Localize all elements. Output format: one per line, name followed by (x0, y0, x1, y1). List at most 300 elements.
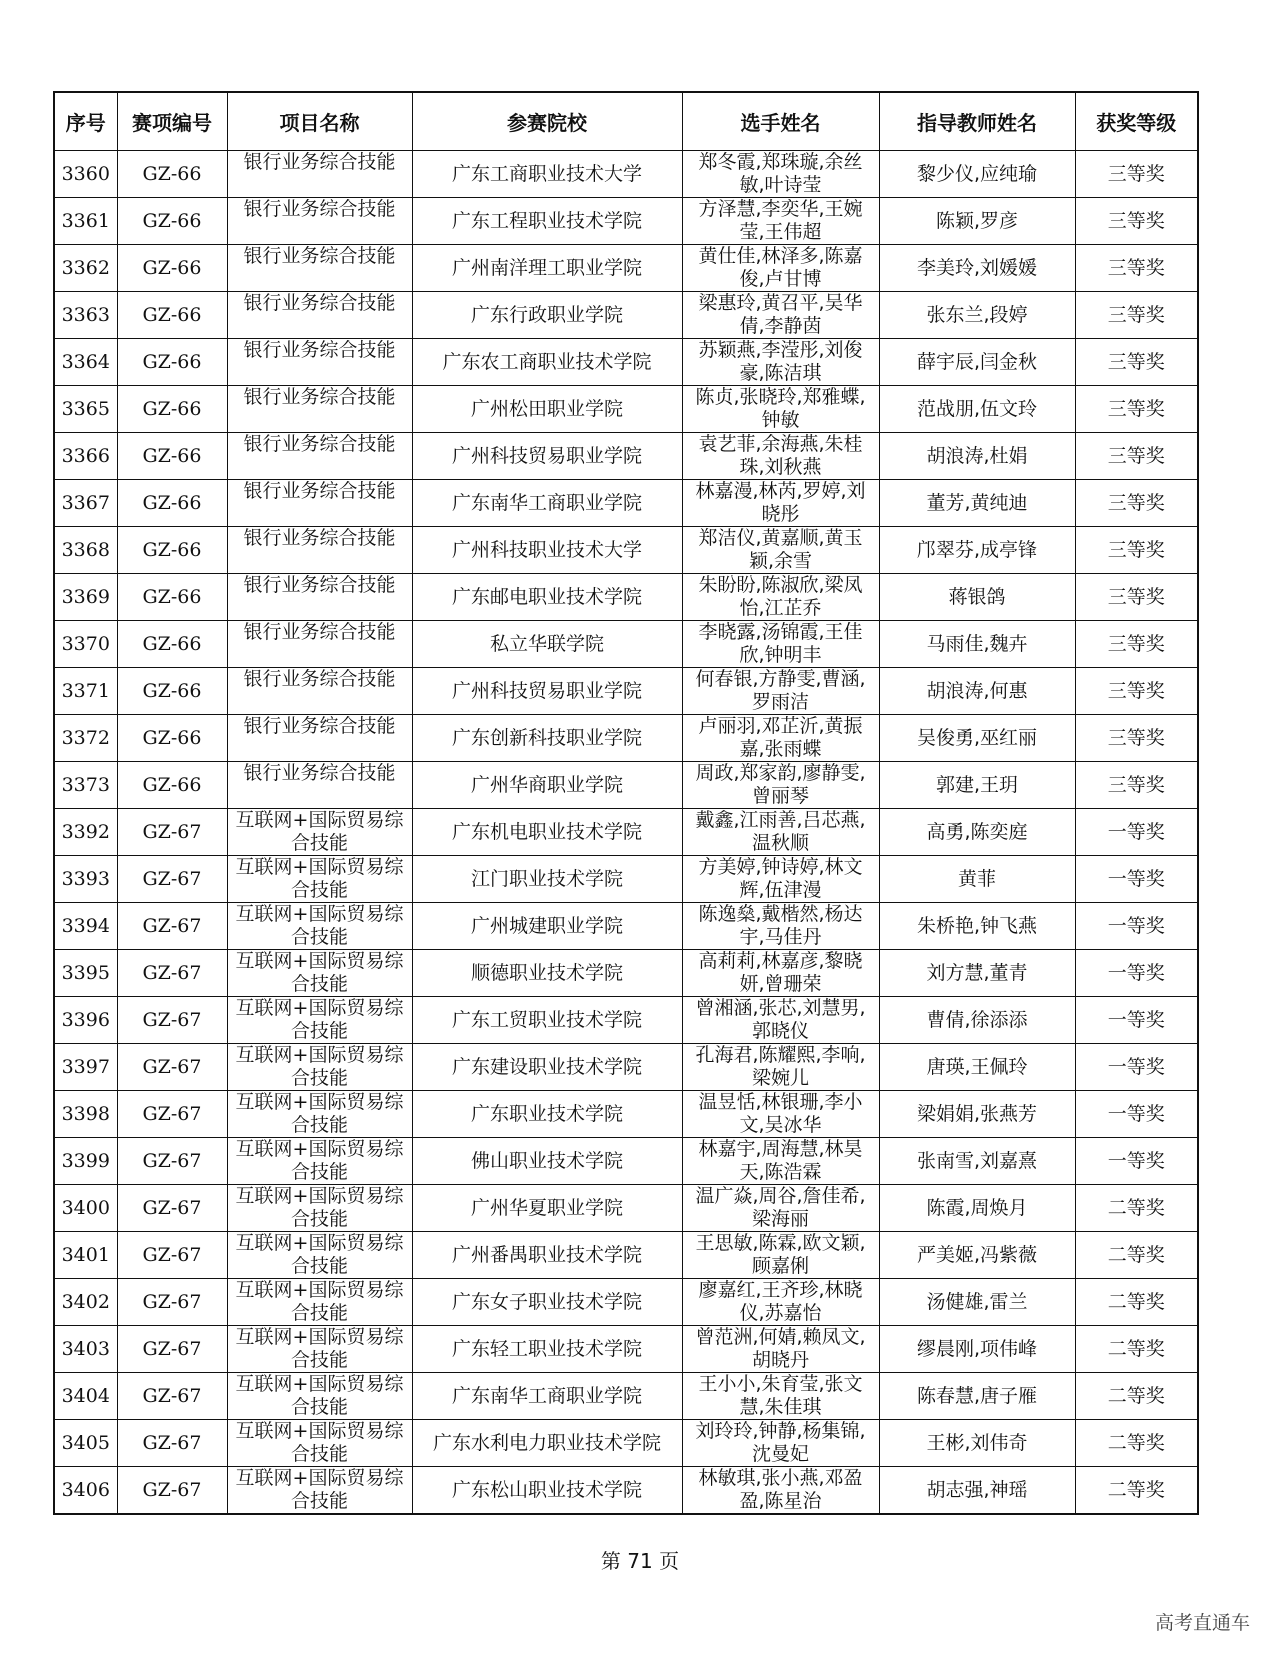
cell-students (682, 668, 879, 715)
cell-project-name (227, 1232, 412, 1279)
cell-teachers: 曹倩,徐添添 (879, 997, 1075, 1044)
cell-award-level: 一等奖 (1075, 809, 1198, 856)
cell-students-text: 方美婷,钟诗婷,林文辉,伍津漫 (698, 856, 863, 901)
cell-event-code: GZ-67 (117, 1467, 227, 1515)
cell-students (682, 527, 879, 574)
cell-event-code: GZ-67 (117, 1326, 227, 1373)
cell-students-text: 周政,郑家韵,廖静雯,曾丽琴 (695, 762, 866, 807)
cell-event-code: GZ-67 (117, 1138, 227, 1185)
cell-award-level: 一等奖 (1075, 1091, 1198, 1138)
table-row (54, 1420, 1198, 1467)
cell-students (682, 762, 879, 809)
cell-award-level: 三等奖 (1075, 386, 1198, 433)
cell-teachers: 汤健雄,雷兰 (879, 1279, 1075, 1326)
cell-award-level: 一等奖 (1075, 997, 1198, 1044)
cell-award-level: 三等奖 (1075, 480, 1198, 527)
cell-award-level: 二等奖 (1075, 1185, 1198, 1232)
cell-students (682, 809, 879, 856)
cell-school: 广州科技贸易职业学院 (412, 668, 682, 715)
cell-event-code: GZ-67 (117, 1044, 227, 1091)
cell-project-name-text: 互联网+国际贸易综合技能 (235, 1373, 404, 1418)
cell-project-name-text: 银行业务综合技能 (243, 292, 396, 314)
cell-award-level: 二等奖 (1075, 1467, 1198, 1515)
cell-school: 广东工程职业技术学院 (412, 198, 682, 245)
cell-project-name-text: 互联网+国际贸易综合技能 (235, 1044, 404, 1089)
cell-students (682, 1373, 879, 1420)
cell-project-name (227, 574, 412, 621)
watermark: 高考直通车 (1154, 1612, 1250, 1634)
cell-students (682, 198, 879, 245)
awards-table (53, 91, 1199, 1515)
cell-teachers: 李美玲,刘媛媛 (879, 245, 1075, 292)
cell-event-code: GZ-66 (117, 151, 227, 198)
cell-students-text: 方泽慧,李奕华,王婉莹,王伟超 (698, 198, 863, 243)
cell-teachers: 朱桥艳,钟飞燕 (879, 903, 1075, 950)
cell-school: 广东松山职业技术学院 (412, 1467, 682, 1515)
cell-school: 广州华夏职业学院 (412, 1185, 682, 1232)
cell-teachers: 吴俊勇,巫红丽 (879, 715, 1075, 762)
cell-students (682, 574, 879, 621)
cell-students-text: 孔海君,陈耀熙,李响,梁婉儿 (695, 1044, 866, 1089)
cell-project-name (227, 386, 412, 433)
table-row (54, 809, 1198, 856)
cell-project-name (227, 1044, 412, 1091)
table-row (54, 903, 1198, 950)
cell-award-level: 三等奖 (1075, 433, 1198, 480)
cell-event-code: GZ-66 (117, 386, 227, 433)
cell-students-text: 郑洁仪,黄嘉顺,黄玉颖,余雪 (698, 527, 863, 572)
cell-school: 广东工贸职业技术学院 (412, 997, 682, 1044)
cell-school: 广东南华工商职业学院 (412, 480, 682, 527)
cell-index: 3362 (54, 245, 117, 292)
cell-teachers: 胡浪涛,何惠 (879, 668, 1075, 715)
cell-event-code: GZ-66 (117, 198, 227, 245)
cell-students (682, 950, 879, 997)
cell-students-text: 廖嘉红,王齐珍,林晓仪,苏嘉怡 (698, 1279, 863, 1324)
header-teachers: 指导教师姓名 (879, 92, 1075, 151)
cell-teachers: 邝翠芬,成亭锋 (879, 527, 1075, 574)
table-row (54, 1232, 1198, 1279)
cell-index: 3395 (54, 950, 117, 997)
cell-index: 3403 (54, 1326, 117, 1373)
cell-school: 私立华联学院 (412, 621, 682, 668)
cell-teachers: 蒋银鸽 (879, 574, 1075, 621)
cell-students (682, 1467, 879, 1515)
cell-students (682, 1091, 879, 1138)
cell-students (682, 621, 879, 668)
cell-school: 广州华商职业学院 (412, 762, 682, 809)
cell-project-name (227, 997, 412, 1044)
cell-teachers: 黎少仪,应纯瑜 (879, 151, 1075, 198)
cell-event-code: GZ-66 (117, 433, 227, 480)
table-row (54, 1091, 1198, 1138)
cell-students (682, 1185, 879, 1232)
cell-award-level: 二等奖 (1075, 1326, 1198, 1373)
cell-students (682, 480, 879, 527)
table-row (54, 292, 1198, 339)
cell-students-text: 陈贞,张晓玲,郑雅蝶,钟敏 (695, 386, 866, 431)
cell-students-text: 袁艺菲,余海燕,朱桂珠,刘秋燕 (698, 433, 863, 478)
cell-award-level: 一等奖 (1075, 950, 1198, 997)
table-row (54, 198, 1198, 245)
table-row (54, 1279, 1198, 1326)
cell-project-name (227, 1091, 412, 1138)
page-number: 第 71 页 (600, 1549, 680, 1573)
cell-project-name (227, 950, 412, 997)
cell-project-name-text: 互联网+国际贸易综合技能 (235, 1326, 404, 1371)
cell-project-name (227, 762, 412, 809)
cell-school: 广州科技职业技术大学 (412, 527, 682, 574)
cell-students (682, 386, 879, 433)
cell-project-name (227, 198, 412, 245)
cell-students-text: 曾范洲,何婧,赖凤文,胡晓丹 (695, 1326, 866, 1371)
cell-students-text: 林嘉漫,林芮,罗婷,刘晓彤 (695, 480, 866, 525)
cell-project-name (227, 292, 412, 339)
cell-project-name-text: 银行业务综合技能 (243, 339, 396, 361)
cell-project-name-text: 银行业务综合技能 (243, 386, 396, 408)
table-row (54, 339, 1198, 386)
cell-event-code: GZ-67 (117, 1373, 227, 1420)
table-row (54, 762, 1198, 809)
cell-school: 广东工商职业技术大学 (412, 151, 682, 198)
cell-project-name-text: 银行业务综合技能 (243, 433, 396, 455)
table-row (54, 386, 1198, 433)
cell-index: 3372 (54, 715, 117, 762)
cell-project-name (227, 339, 412, 386)
cell-index: 3363 (54, 292, 117, 339)
cell-award-level: 三等奖 (1075, 668, 1198, 715)
cell-students-text: 刘玲玲,钟静,杨集锦,沈曼妃 (695, 1420, 866, 1465)
cell-index: 3366 (54, 433, 117, 480)
table-row (54, 245, 1198, 292)
table-row (54, 1467, 1198, 1515)
cell-project-name (227, 151, 412, 198)
cell-project-name (227, 903, 412, 950)
cell-teachers: 张东兰,段婷 (879, 292, 1075, 339)
cell-project-name-text: 互联网+国际贸易综合技能 (235, 1467, 404, 1512)
cell-project-name-text: 银行业务综合技能 (243, 574, 396, 596)
cell-school: 广州松田职业学院 (412, 386, 682, 433)
cell-students-text: 高莉莉,林嘉彦,黎晓妍,曾珊荣 (698, 950, 863, 995)
cell-school: 广东行政职业学院 (412, 292, 682, 339)
cell-school: 广东轻工职业技术学院 (412, 1326, 682, 1373)
cell-students-text: 陈逸燊,戴楷然,杨达宇,马佳丹 (698, 903, 863, 948)
cell-teachers: 刘方慧,董青 (879, 950, 1075, 997)
header-row (54, 92, 1198, 151)
cell-students-text: 戴鑫,江雨善,吕芯燕,温秋顺 (695, 809, 866, 854)
cell-event-code: GZ-67 (117, 1185, 227, 1232)
cell-index: 3401 (54, 1232, 117, 1279)
table-row (54, 950, 1198, 997)
cell-index: 3369 (54, 574, 117, 621)
cell-event-code: GZ-67 (117, 1420, 227, 1467)
cell-students-text: 曾湘涵,张芯,刘慧男,郭晓仪 (695, 997, 866, 1042)
cell-students (682, 856, 879, 903)
cell-event-code: GZ-66 (117, 339, 227, 386)
table-header (54, 92, 1198, 151)
cell-index: 3398 (54, 1091, 117, 1138)
cell-students (682, 1138, 879, 1185)
cell-students (682, 1420, 879, 1467)
cell-teachers: 陈霞,周焕月 (879, 1185, 1075, 1232)
cell-award-level: 一等奖 (1075, 1044, 1198, 1091)
cell-project-name (227, 245, 412, 292)
cell-project-name (227, 433, 412, 480)
cell-school: 广东邮电职业技术学院 (412, 574, 682, 621)
cell-students (682, 292, 879, 339)
cell-project-name (227, 1373, 412, 1420)
cell-school: 广东水利电力职业技术学院 (412, 1420, 682, 1467)
cell-students-text: 卢丽羽,邓芷沂,黄振嘉,张雨蝶 (698, 715, 863, 760)
cell-award-level: 二等奖 (1075, 1279, 1198, 1326)
cell-event-code: GZ-66 (117, 762, 227, 809)
cell-project-name-text: 互联网+国际贸易综合技能 (235, 1185, 404, 1230)
cell-index: 3360 (54, 151, 117, 198)
cell-award-level: 一等奖 (1075, 903, 1198, 950)
cell-index: 3368 (54, 527, 117, 574)
cell-students (682, 715, 879, 762)
cell-award-level: 三等奖 (1075, 245, 1198, 292)
cell-index: 3399 (54, 1138, 117, 1185)
table-row (54, 997, 1198, 1044)
cell-teachers: 唐瑛,王佩玲 (879, 1044, 1075, 1091)
cell-students (682, 433, 879, 480)
cell-project-name (227, 668, 412, 715)
cell-index: 3370 (54, 621, 117, 668)
cell-students-text: 王思敏,陈霖,欧文颖,顾嘉俐 (695, 1232, 866, 1277)
cell-award-level: 三等奖 (1075, 762, 1198, 809)
cell-project-name (227, 1185, 412, 1232)
cell-event-code: GZ-66 (117, 245, 227, 292)
cell-project-name-text: 互联网+国际贸易综合技能 (235, 903, 404, 948)
cell-teachers: 缪晨刚,项伟峰 (879, 1326, 1075, 1373)
cell-school: 佛山职业技术学院 (412, 1138, 682, 1185)
cell-award-level: 三等奖 (1075, 574, 1198, 621)
cell-teachers: 王彬,刘伟奇 (879, 1420, 1075, 1467)
cell-award-level: 二等奖 (1075, 1232, 1198, 1279)
cell-project-name (227, 1326, 412, 1373)
cell-teachers: 张南雪,刘嘉熹 (879, 1138, 1075, 1185)
table-row (54, 1044, 1198, 1091)
table-row (54, 668, 1198, 715)
cell-teachers: 胡志强,神瑶 (879, 1467, 1075, 1515)
cell-students (682, 1232, 879, 1279)
cell-index: 3373 (54, 762, 117, 809)
cell-teachers: 胡浪涛,杜娟 (879, 433, 1075, 480)
cell-index: 3365 (54, 386, 117, 433)
cell-award-level: 三等奖 (1075, 151, 1198, 198)
cell-teachers: 薛宇辰,闫金秋 (879, 339, 1075, 386)
cell-index: 3406 (54, 1467, 117, 1515)
header-event-code: 赛项编号 (117, 92, 227, 151)
cell-event-code: GZ-66 (117, 480, 227, 527)
cell-award-level: 三等奖 (1075, 527, 1198, 574)
cell-award-level: 一等奖 (1075, 1138, 1198, 1185)
cell-school: 广州科技贸易职业学院 (412, 433, 682, 480)
cell-teachers: 陈颖,罗彦 (879, 198, 1075, 245)
table-row (54, 1326, 1198, 1373)
cell-students-text: 朱盼盼,陈淑欣,梁凤怡,江芷乔 (698, 574, 863, 619)
cell-project-name (227, 809, 412, 856)
cell-school: 广州番禺职业技术学院 (412, 1232, 682, 1279)
cell-project-name-text: 互联网+国际贸易综合技能 (235, 1091, 404, 1136)
cell-students (682, 245, 879, 292)
cell-project-name-text: 银行业务综合技能 (243, 480, 396, 502)
cell-school: 广州南洋理工职业学院 (412, 245, 682, 292)
cell-index: 3367 (54, 480, 117, 527)
cell-award-level: 一等奖 (1075, 856, 1198, 903)
cell-award-level: 三等奖 (1075, 621, 1198, 668)
cell-event-code: GZ-66 (117, 715, 227, 762)
cell-students-text: 郑冬霞,郑珠璇,余丝敏,叶诗莹 (698, 151, 863, 196)
cell-event-code: GZ-67 (117, 1091, 227, 1138)
cell-event-code: GZ-66 (117, 668, 227, 715)
cell-project-name-text: 银行业务综合技能 (243, 715, 396, 737)
cell-award-level: 二等奖 (1075, 1420, 1198, 1467)
cell-project-name-text: 银行业务综合技能 (243, 621, 396, 643)
cell-students-text: 林敏琪,张小燕,邓盈盈,陈星治 (698, 1467, 863, 1512)
cell-event-code: GZ-67 (117, 809, 227, 856)
cell-school: 广州城建职业学院 (412, 903, 682, 950)
cell-students-text: 温广焱,周谷,詹佳希,梁海丽 (695, 1185, 866, 1230)
cell-award-level: 二等奖 (1075, 1373, 1198, 1420)
cell-students-text: 李晓露,汤锦霞,王佳欣,钟明丰 (698, 621, 863, 666)
table-row (54, 856, 1198, 903)
cell-teachers: 高勇,陈奕庭 (879, 809, 1075, 856)
cell-school: 广东职业技术学院 (412, 1091, 682, 1138)
cell-project-name-text: 互联网+国际贸易综合技能 (235, 1232, 404, 1277)
cell-students (682, 1279, 879, 1326)
cell-school: 广东建设职业技术学院 (412, 1044, 682, 1091)
table-row (54, 151, 1198, 198)
cell-project-name (227, 1279, 412, 1326)
cell-award-level: 三等奖 (1075, 715, 1198, 762)
cell-project-name-text: 互联网+国际贸易综合技能 (235, 809, 404, 854)
cell-school: 江门职业技术学院 (412, 856, 682, 903)
cell-teachers: 梁娟娟,张燕芳 (879, 1091, 1075, 1138)
cell-project-name (227, 1420, 412, 1467)
cell-project-name (227, 527, 412, 574)
cell-event-code: GZ-67 (117, 997, 227, 1044)
cell-index: 3404 (54, 1373, 117, 1420)
cell-school: 广东南华工商职业学院 (412, 1373, 682, 1420)
table-body (54, 151, 1198, 1515)
cell-students (682, 1326, 879, 1373)
header-students: 选手姓名 (682, 92, 879, 151)
table-row (54, 433, 1198, 480)
cell-project-name-text: 互联网+国际贸易综合技能 (235, 1420, 404, 1465)
cell-project-name-text: 银行业务综合技能 (243, 151, 396, 173)
cell-teachers: 马雨佳,魏卉 (879, 621, 1075, 668)
header-project-name: 项目名称 (227, 92, 412, 151)
header-award-level: 获奖等级 (1075, 92, 1198, 151)
cell-project-name-text: 银行业务综合技能 (243, 762, 396, 784)
cell-students (682, 997, 879, 1044)
cell-index: 3397 (54, 1044, 117, 1091)
cell-index: 3400 (54, 1185, 117, 1232)
cell-project-name (227, 480, 412, 527)
cell-project-name (227, 715, 412, 762)
cell-students-text: 王小小,朱育莹,张文慧,朱佳琪 (698, 1373, 863, 1418)
cell-students-text: 苏颖燕,李滢彤,刘俊豪,陈洁琪 (698, 339, 863, 384)
cell-project-name-text: 互联网+国际贸易综合技能 (235, 950, 404, 995)
cell-award-level: 三等奖 (1075, 339, 1198, 386)
cell-project-name-text: 互联网+国际贸易综合技能 (235, 1138, 404, 1183)
cell-project-name-text: 互联网+国际贸易综合技能 (235, 997, 404, 1042)
cell-school: 广东女子职业技术学院 (412, 1279, 682, 1326)
cell-event-code: GZ-66 (117, 292, 227, 339)
cell-students-text: 何春银,方静雯,曹涵,罗雨洁 (695, 668, 866, 713)
cell-teachers: 董芳,黄纯迪 (879, 480, 1075, 527)
cell-project-name (227, 1138, 412, 1185)
table-row (54, 574, 1198, 621)
cell-students-text: 黄仕佳,林泽多,陈嘉俊,卢甘博 (698, 245, 863, 290)
cell-school: 广东机电职业技术学院 (412, 809, 682, 856)
table-row (54, 715, 1198, 762)
cell-students (682, 339, 879, 386)
cell-award-level: 三等奖 (1075, 198, 1198, 245)
table-row (54, 1185, 1198, 1232)
cell-students (682, 1044, 879, 1091)
cell-school: 广东农工商职业技术学院 (412, 339, 682, 386)
cell-project-name (227, 621, 412, 668)
cell-award-level: 三等奖 (1075, 292, 1198, 339)
table-row (54, 527, 1198, 574)
cell-event-code: GZ-67 (117, 856, 227, 903)
cell-index: 3393 (54, 856, 117, 903)
cell-index: 3396 (54, 997, 117, 1044)
cell-index: 3402 (54, 1279, 117, 1326)
cell-project-name (227, 1467, 412, 1515)
cell-teachers: 黄菲 (879, 856, 1075, 903)
cell-school: 广东创新科技职业学院 (412, 715, 682, 762)
cell-project-name-text: 互联网+国际贸易综合技能 (235, 1279, 404, 1324)
cell-index: 3364 (54, 339, 117, 386)
cell-event-code: GZ-66 (117, 621, 227, 668)
cell-school: 顺德职业技术学院 (412, 950, 682, 997)
cell-students (682, 903, 879, 950)
cell-teachers: 陈春慧,唐子雁 (879, 1373, 1075, 1420)
cell-students (682, 151, 879, 198)
cell-event-code: GZ-66 (117, 527, 227, 574)
cell-students-text: 林嘉宇,周海慧,林昊天,陈浩霖 (698, 1138, 863, 1183)
table-row (54, 1138, 1198, 1185)
cell-event-code: GZ-66 (117, 574, 227, 621)
table-row (54, 480, 1198, 527)
cell-teachers: 严美姬,冯紫薇 (879, 1232, 1075, 1279)
header-school: 参赛院校 (412, 92, 682, 151)
table-row (54, 621, 1198, 668)
cell-project-name-text: 银行业务综合技能 (243, 527, 396, 549)
cell-students-text: 梁惠玲,黄召平,吴华倩,李静茵 (698, 292, 863, 337)
cell-event-code: GZ-67 (117, 950, 227, 997)
cell-event-code: GZ-67 (117, 1279, 227, 1326)
cell-index: 3394 (54, 903, 117, 950)
cell-index: 3392 (54, 809, 117, 856)
cell-teachers: 范战朋,伍文玲 (879, 386, 1075, 433)
table-row (54, 1373, 1198, 1420)
cell-index: 3361 (54, 198, 117, 245)
cell-project-name-text: 银行业务综合技能 (243, 668, 396, 690)
cell-students-text: 温昱恬,林银珊,李小文,吴冰华 (698, 1091, 863, 1136)
cell-teachers: 郭建,王玥 (879, 762, 1075, 809)
cell-event-code: GZ-67 (117, 1232, 227, 1279)
cell-project-name-text: 银行业务综合技能 (243, 198, 396, 220)
cell-index: 3405 (54, 1420, 117, 1467)
header-index: 序号 (54, 92, 117, 151)
cell-project-name-text: 互联网+国际贸易综合技能 (235, 856, 404, 901)
cell-project-name-text: 银行业务综合技能 (243, 245, 396, 267)
